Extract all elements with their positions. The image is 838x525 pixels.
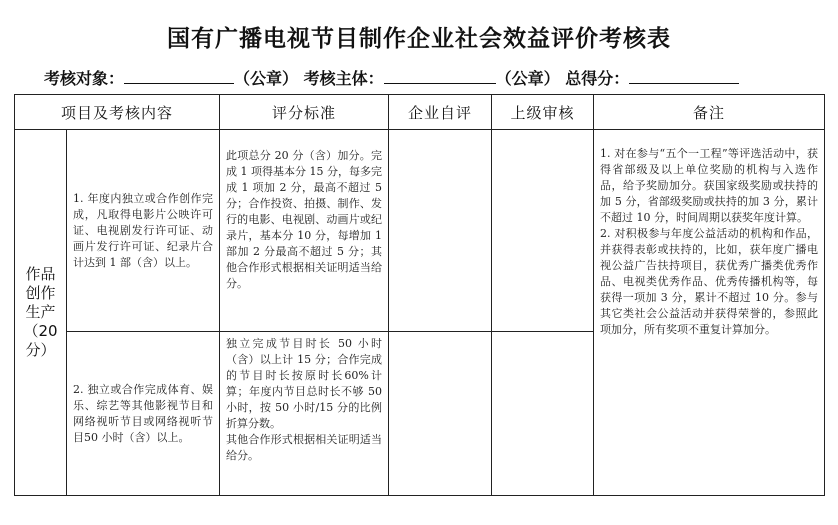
subject-blank[interactable] bbox=[384, 67, 496, 84]
table-row bbox=[15, 130, 825, 332]
row2-criteria: 独立完成节目时长 50 小时（含）以上计 15 分；合作完成的节目时长按原时长60%计算；年度内节目总时长不够 50 小时，按 50 小时/15 分的比例折算分数。 其他合作形式根据相关证明适当给分。 bbox=[226, 337, 383, 462]
header-review: 上级审核 bbox=[492, 95, 594, 130]
header-item-content: 项目及考核内容 bbox=[15, 95, 220, 130]
stamp-label-1: （公章） bbox=[234, 69, 299, 88]
target-label: 考核对象： bbox=[44, 69, 125, 88]
header-fields bbox=[44, 66, 804, 89]
row1-content: 1. 年度内独立或合作创作完成，凡取得电影片公映许可证、电视剧发行许可证、动画片发行许可证、纪录片合计达到 1 部（含）以上。 bbox=[73, 191, 214, 269]
row1-review[interactable] bbox=[492, 130, 594, 332]
row2-self-eval[interactable] bbox=[389, 332, 492, 496]
score-blank[interactable] bbox=[629, 67, 739, 84]
header-criteria: 评分标准 bbox=[220, 95, 389, 130]
header-self-eval: 企业自评 bbox=[389, 95, 492, 130]
score-label: 总得分： bbox=[565, 69, 630, 88]
row2-review[interactable] bbox=[492, 332, 594, 496]
header-note: 备注 bbox=[594, 95, 825, 130]
target-blank[interactable] bbox=[124, 67, 234, 84]
category-label: 作品 创作 生产 （20 分） bbox=[23, 265, 58, 359]
category-cell bbox=[15, 130, 67, 496]
note-text: 1. 对在参与“五个一工程”等评选活动中，获得省部级及以上单位奖励的机构与入选作品，给予奖励加分。获国家级奖励或扶持的加 5 分，省部级奖励或扶持的加 3 分，累计不超过 10 分，时间周期以获奖年度计算。 2. 对积极参与年度公益活动的机构和作品，并获得表彰或扶持的，比如，获年度广播电视公益广告扶持项目，获优秀广播类优秀作品、电视类优秀作品、优秀传播机构等，每获得一项加 3 分，累计不超过 10 分。参与其它类社会公益活动并获得荣誉的，参照此项加分，所有奖项不重复计算加分。 bbox=[600, 147, 819, 336]
row1-self-eval[interactable] bbox=[389, 130, 492, 332]
evaluation-table bbox=[14, 94, 825, 496]
header-row bbox=[15, 95, 825, 130]
stamp-label-2: （公章） bbox=[495, 69, 560, 88]
form-title: 国有广播电视节目制作企业社会效益评价考核表 bbox=[167, 26, 671, 52]
subject-label: 考核主体： bbox=[303, 69, 384, 88]
row1-criteria: 此项总分 20 分（含）加分。完成 1 项得基本分 15 分，每多完成 1 项加 2 分，最高不超过 5 分；合作投资、拍摄、制作、发行的电影、电视剧、动画片或纪录片，基本分 10 分，每增加 1 部加 2 分最高不超过 5 分；其他合作形式根据相关证明适当给分。 bbox=[226, 149, 383, 290]
row2-content: 2. 独立或合作完成体育、娱乐、综艺等其他影视节目和网络视听节目或网络视听节目50 小时（含）以上。 bbox=[73, 382, 214, 444]
